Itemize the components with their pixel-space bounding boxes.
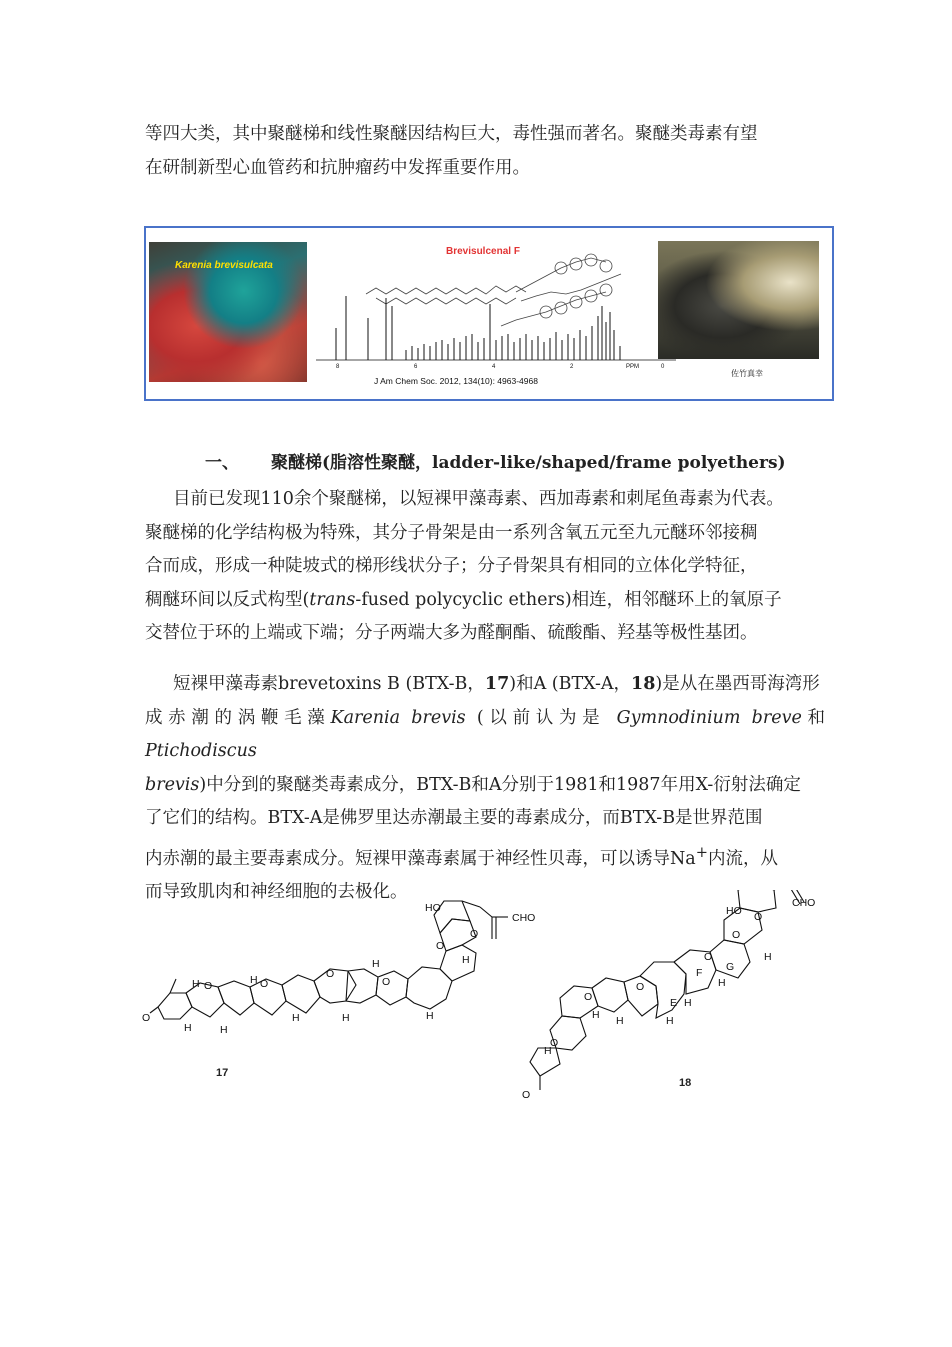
section-number: 一、 xyxy=(205,453,239,473)
compound-label-17: 17 xyxy=(216,1067,229,1079)
btxa-h-1: H xyxy=(544,1045,552,1057)
p2-line-5a: 内赤潮的最主要毒素成分。短裸甲藻毒素属于神经性贝毒，可以诱导Na xyxy=(145,848,696,869)
btxa-o-2: O xyxy=(584,991,593,1003)
btxa-h-2: H xyxy=(592,1009,600,1021)
btxb-h-4: H xyxy=(184,1022,192,1034)
p2-line-1e: )是从在墨西哥海湾形 xyxy=(655,674,820,694)
p1-line-1: 目前已发现110余个聚醚梯，以短裸甲藻毒素、西加毒素和刺尾鱼毒素为代表。 xyxy=(173,489,784,509)
btxb-h-3: H xyxy=(372,958,380,970)
journal-reference: J Am Chem Soc. 2012, 134(10): 4963-4968 xyxy=(374,376,538,386)
section-title-text: 聚醚梯(脂溶性聚醚，ladder-like/shaped/frame polyethers) xyxy=(271,453,786,473)
researcher-photo xyxy=(658,241,819,359)
brevisulcenal-structure-sketch xyxy=(366,254,621,326)
photo-caption: Karenia brevisulcata xyxy=(175,260,273,271)
btxb-h-5: H xyxy=(220,1024,228,1036)
ring-g-label: G xyxy=(726,961,735,973)
section-heading xyxy=(205,448,786,473)
p1-trans-italic: trans xyxy=(309,589,356,610)
p2-ptichodiscus: Ptichodiscus xyxy=(145,741,257,761)
p2-line-1a: 短裸甲藻毒素brevetoxins B (BTX-B， xyxy=(173,674,485,694)
btxa-h-3: H xyxy=(616,1015,624,1027)
btxb-h-7: H xyxy=(342,1012,350,1024)
btxa-carbonyl-o: O xyxy=(522,1089,531,1100)
ring-e-label: E xyxy=(670,997,678,1009)
ppm-tick-0: 0 xyxy=(661,364,665,370)
nmr-spectrum xyxy=(306,246,686,381)
btxb-o-6: O xyxy=(470,928,479,940)
intro-paragraph xyxy=(145,118,825,185)
btxa-cho-label: CHO xyxy=(792,897,816,909)
btxa-h-5: H xyxy=(684,997,692,1009)
btxb-ho-label: HO xyxy=(425,902,441,914)
btxa-h-4: H xyxy=(666,1015,674,1027)
p2-gymnodinium: Gymnodinium breve xyxy=(616,707,802,728)
structure-title: Brevisulcenal F xyxy=(446,246,520,257)
ring-f-label: F xyxy=(696,967,703,979)
structure-17-btx-b xyxy=(140,895,540,1055)
btxa-o-4: O xyxy=(704,951,713,963)
btxb-o-3: O xyxy=(326,968,335,980)
btxa-o-3: O xyxy=(636,981,645,993)
p1-line-3: 合而成，形成一种陡坡式的梯形线状分子；分子骨架具有相同的立体化学特征， xyxy=(145,556,758,576)
p1-line-5: 交替位于环的上端或下端；分子两端大多为醛酮酯、硫酸酯、羟基等极性基团。 xyxy=(145,623,758,643)
p2-line-6: 而导致肌肉和神经细胞的去极化。 xyxy=(145,881,408,902)
btxb-h-6: H xyxy=(292,1012,300,1024)
p1-line-2: 聚醚梯的化学结构极为特殊，其分子骨架是由一系列含氧五元至九元醚环邻接稠 xyxy=(145,522,758,543)
btxb-o-4: O xyxy=(382,976,391,988)
btxa-o-6: O xyxy=(754,911,763,923)
btxa-ho-label: HO xyxy=(726,905,742,917)
btxb-h-9: H xyxy=(462,954,470,966)
btxb-h-1: H xyxy=(192,978,200,990)
ppm-unit-label: PPM xyxy=(626,364,640,370)
btxb-h-2: H xyxy=(250,974,258,986)
intro-line-2: 在研制新型心血管药和抗肿瘤药中发挥重要作用。 xyxy=(145,157,530,178)
paragraph-2 xyxy=(145,668,825,909)
ppm-tick-6: 6 xyxy=(414,364,418,370)
btxb-cho-label: CHO xyxy=(512,912,536,924)
researcher-caption: 佐竹真幸 xyxy=(731,369,763,378)
ppm-tick-4: 4 xyxy=(492,364,496,370)
p1-line-4a: 稠醚环间以反式构型( xyxy=(145,589,310,610)
p2-line-4: 了它们的结构。BTX-A是佛罗里达赤潮最主要的毒素成分，而BTX-B是世界范围 xyxy=(145,808,763,828)
btxa-o-5: O xyxy=(732,929,741,941)
p2-line-2e: 和 xyxy=(801,707,826,728)
p2-line-2c: (以前认为是 xyxy=(465,707,617,728)
btxb-o-2: O xyxy=(260,978,269,990)
p2-ref-17: 17 xyxy=(484,674,510,694)
p2-na-plus: + xyxy=(695,843,708,861)
ppm-tick-8: 8 xyxy=(336,364,340,370)
p2-line-2a: 成赤潮的涡鞭毛藻 xyxy=(145,707,331,728)
btxb-o-1: O xyxy=(204,980,213,992)
compound-label-18: 18 xyxy=(679,1077,692,1089)
p2-line-5b: 内流，从 xyxy=(707,848,778,869)
spectrum-peaks xyxy=(336,296,620,360)
btxa-h-6: H xyxy=(718,977,726,989)
p2-ref-18: 18 xyxy=(631,674,656,694)
btxa-h-7: H xyxy=(764,951,772,963)
p2-karenia-brevis: Karenia brevis xyxy=(330,707,466,728)
btxa-o-1: O xyxy=(550,1037,559,1049)
figure-box xyxy=(144,226,834,401)
ppm-tick-2: 2 xyxy=(570,364,574,370)
paragraph-1 xyxy=(145,483,825,651)
btxb-h-8: H xyxy=(426,1010,434,1022)
red-tide-photo xyxy=(149,242,307,382)
btxb-o-5: O xyxy=(436,940,445,952)
p1-line-4c: -fused polycyclic ethers)相连，相邻醚环上的氧原子 xyxy=(355,589,782,610)
p2-brevis: brevis xyxy=(145,774,200,795)
structure-18-btx-a xyxy=(520,890,830,1100)
p2-line-3b: )中分到的聚醚类毒素成分，BTX-B和A分别于1981和1987年用X-衍射法确定 xyxy=(199,774,801,795)
btxb-carbonyl-o: O xyxy=(142,1012,151,1024)
p2-line-1c: )和A (BTX-A， xyxy=(509,674,632,694)
intro-line-1: 等四大类，其中聚醚梯和线性聚醚因结构巨大，毒性强而著名。聚醚类毒素有望 xyxy=(145,124,758,144)
